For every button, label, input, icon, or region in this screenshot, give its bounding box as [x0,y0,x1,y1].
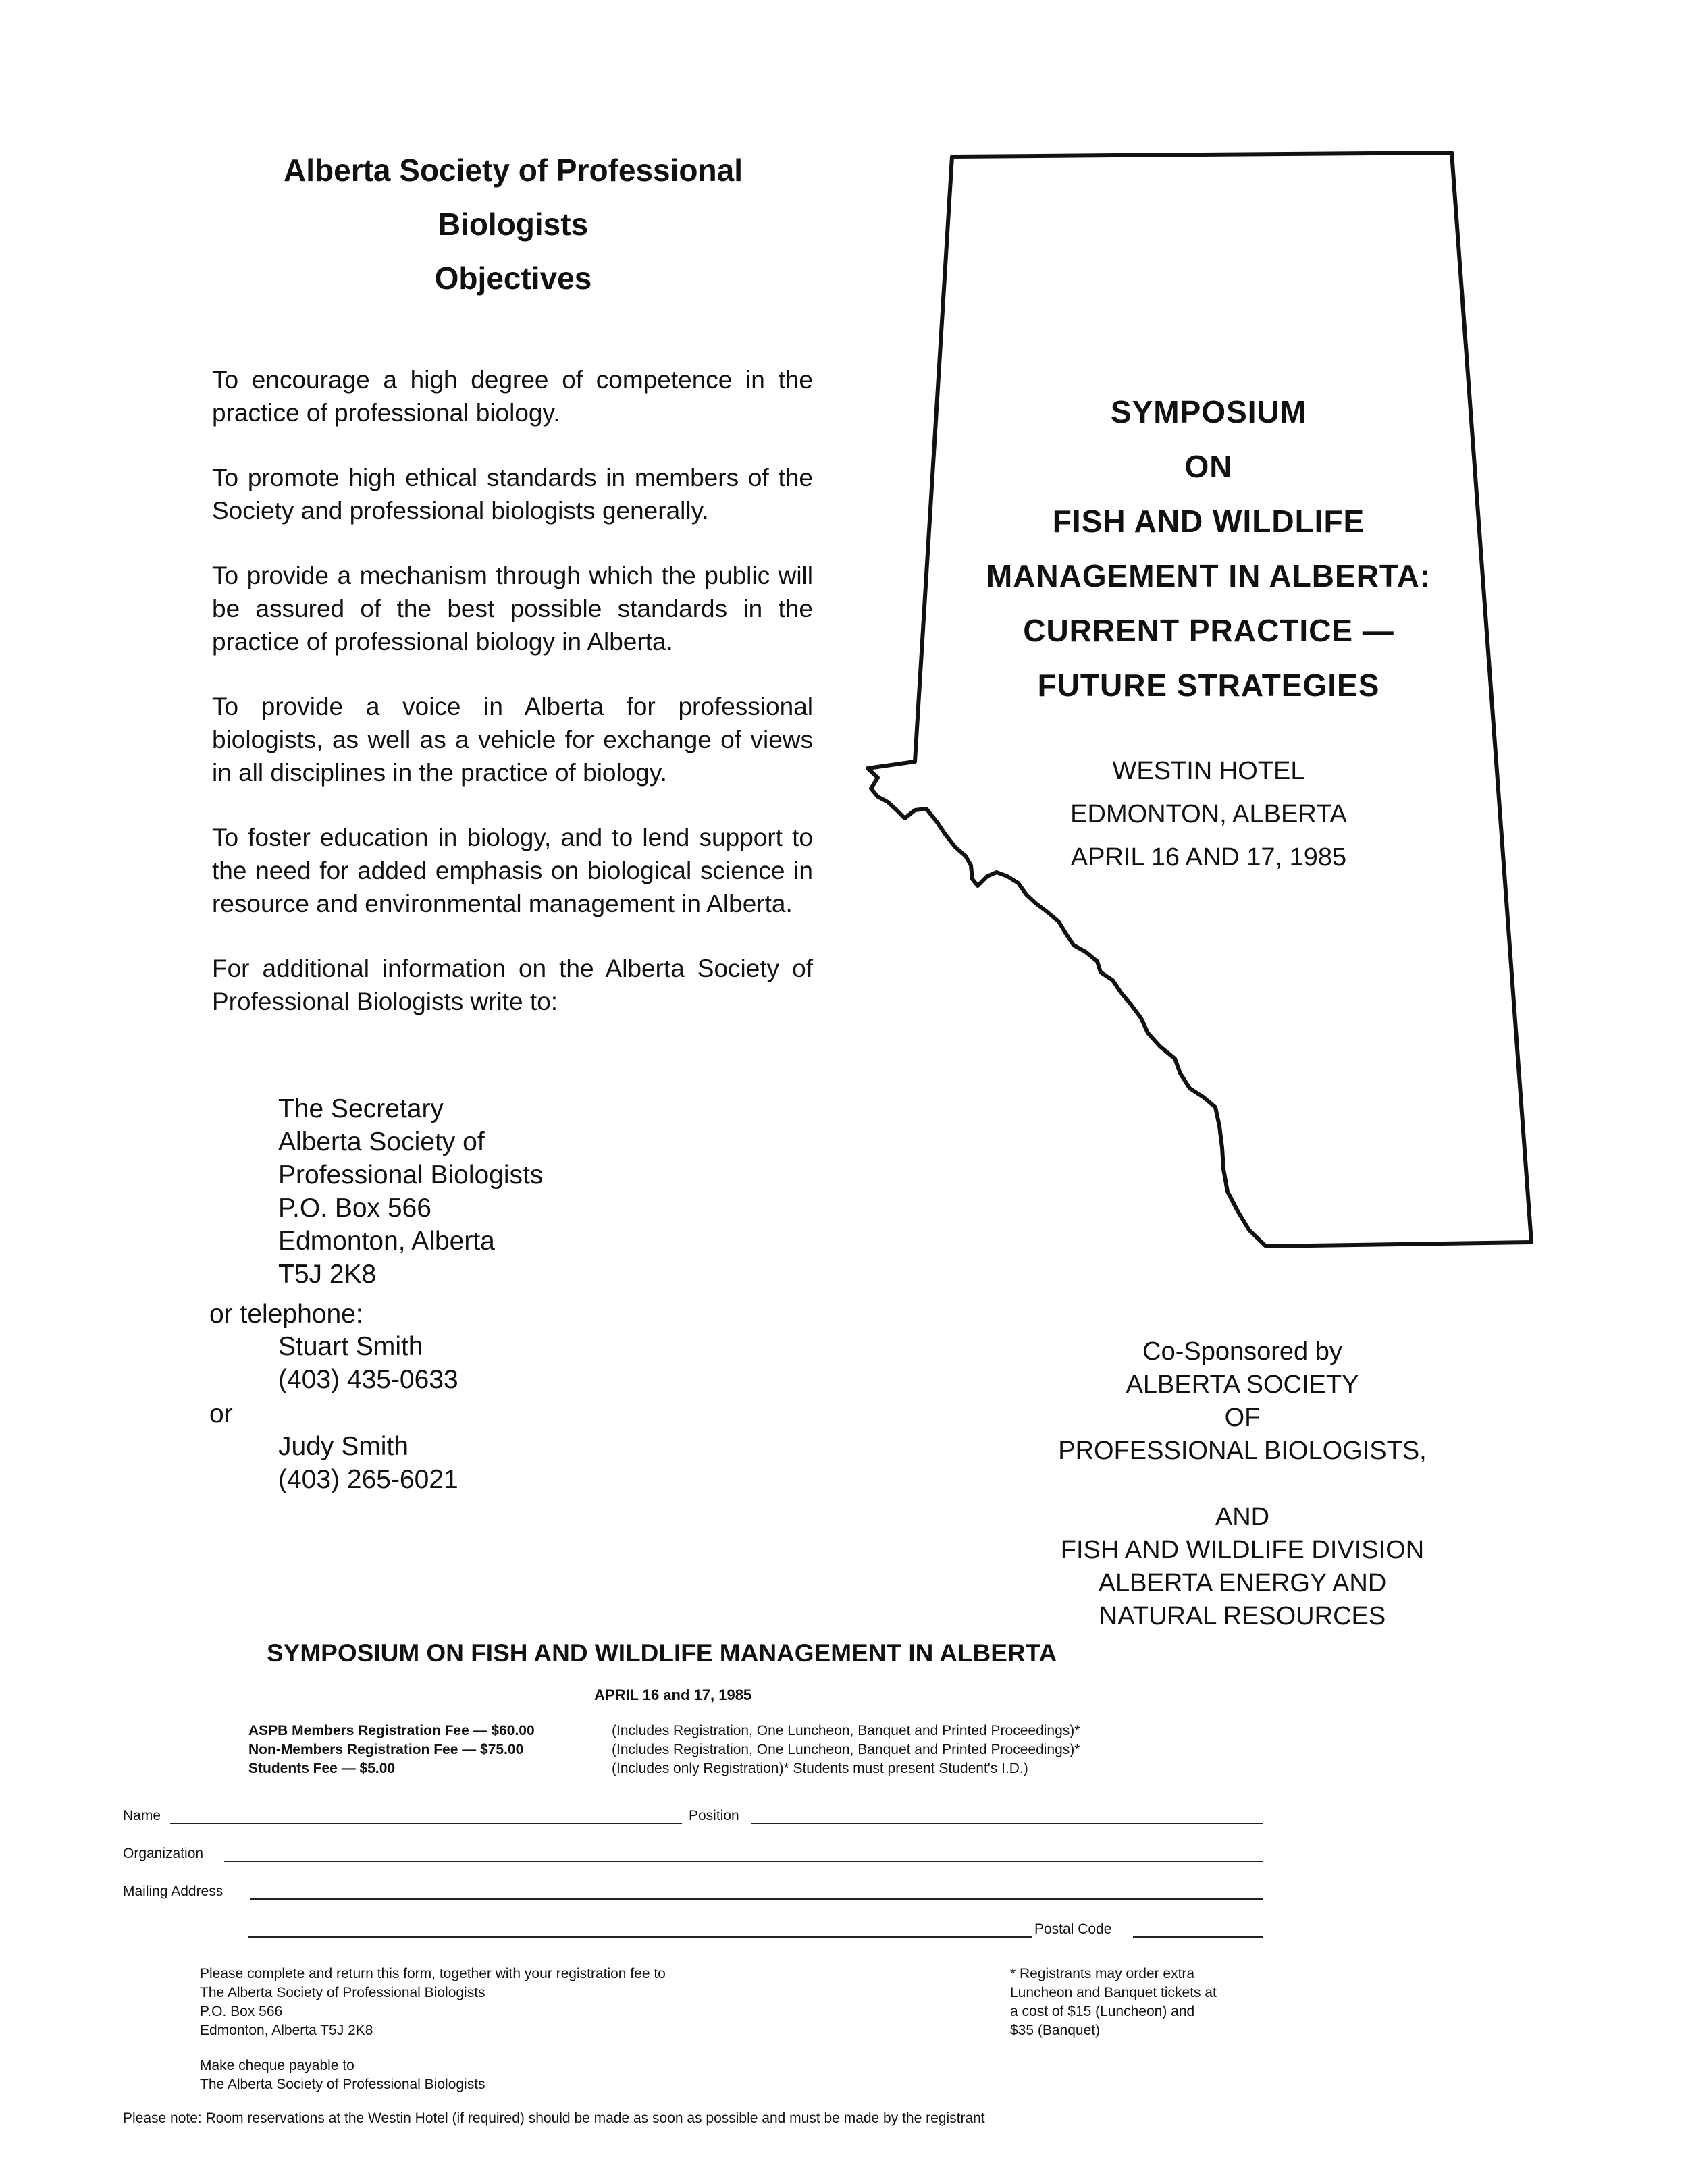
extra-line: $35 (Banquet) [1010,2023,1101,2038]
fee-notes [612,1722,1080,1778]
objective-2: To promote high ethical standards in members of the Society and professional biologists generally. [212,464,813,525]
sponsor-line: FISH AND WILDLIFE DIVISION [1060,1536,1425,1564]
objective-5: To foster education in biology, and to lend support to the need for added emphasis on biological science in resource and environmental management in Alberta. [212,824,813,917]
venue-hotel: WESTIN HOTEL [1112,757,1305,785]
objective-3: To provide a mechanism through which the public will be assured of the best possible standards in the practice of professional biology in Alberta. [212,562,813,656]
instruction-line: Please complete and return this form, together with your registration fee to [200,1966,666,1981]
title-line: FUTURE STRATEGIES [1037,668,1380,703]
heading-line-1: Alberta Society of Professional [284,153,743,188]
co-sponsors [999,1335,1485,1633]
mailing-address-field-2[interactable] [248,1936,1032,1938]
contact-1-phone: (403) 435-0633 [278,1365,458,1394]
address-line: Professional Biologists [278,1161,544,1190]
venue-dates: APRIL 16 AND 17, 1985 [1070,843,1347,872]
sponsor-line: Co-Sponsored by [1142,1337,1342,1366]
position-label: Position [689,1808,739,1823]
cheque-line: The Alberta Society of Professional Biologists [200,2077,485,2092]
fee-list [248,1722,535,1778]
title-line: FISH AND WILDLIFE [1052,504,1365,539]
sponsor-line: AND [1215,1503,1270,1531]
address-line: The Secretary [278,1094,444,1123]
postal-code-label: Postal Code [1034,1921,1112,1937]
or-label: or [209,1400,233,1429]
extra-tickets-note [1010,1965,1217,2040]
title-line: SYMPOSIUM [1110,394,1307,429]
sponsor-line: ALBERTA SOCIETY [1126,1370,1359,1399]
extra-line: a cost of $15 (Luncheon) and [1010,2004,1195,2019]
contact-2-phone: (403) 265-6021 [278,1465,458,1494]
sponsor-line: ALBERTA ENERGY AND [1098,1569,1387,1597]
form-date: APRIL 16 and 17, 1985 [594,1686,752,1703]
fee-member: ASPB Members Registration Fee — $60.00 [248,1723,535,1738]
additional-info: For additional information on the Alberta Society of Professional Biologists write to: [212,955,813,1015]
contact-2-name: Judy Smith [278,1432,408,1461]
objective-1: To encourage a high degree of competence in the practice of professional biology. [212,366,813,427]
name-label: Name [123,1808,161,1823]
mailing-address-label: Mailing Address [123,1884,223,1899]
organization-label: Organization [123,1846,204,1861]
sponsor-line: OF [1224,1404,1261,1432]
symposium-title [959,385,1458,713]
sponsor-line [999,1468,1485,1501]
venue-info [993,749,1425,879]
title-line: MANAGEMENT IN ALBERTA: [986,558,1431,593]
heading-line-2: Biologists [438,207,589,242]
telephone-label: or telephone: [209,1300,363,1329]
name-field[interactable] [170,1823,682,1824]
mailing-address-field[interactable] [250,1898,1263,1900]
sponsor-line: NATURAL RESOURCES [1099,1602,1386,1630]
cheque-payable [200,2056,485,2094]
organization-field[interactable] [224,1861,1263,1862]
venue-city: EDMONTON, ALBERTA [1070,800,1347,828]
return-instructions [200,1965,666,2040]
title-line: ON [1184,449,1233,484]
postal-code-field[interactable] [1133,1936,1263,1938]
room-reservation-note: Please note: Room reservations at the Westin Hotel (if required) should be made as soon as possible and must be made by the registrant [123,2110,985,2126]
heading-line-3: Objectives [434,261,592,296]
cheque-line: Make cheque payable to [200,2058,354,2073]
address-line: Alberta Society of [278,1127,485,1156]
instruction-line: The Alberta Society of Professional Biologists [200,1985,485,2000]
fee-note: (Includes Registration, One Luncheon, Banquet and Printed Proceedings)* [612,1742,1080,1757]
address-line: Edmonton, Alberta [278,1227,495,1256]
objective-4: To provide a voice in Alberta for professional biologists, as well as a vehicle for exchange of views in all disciplines in the practice of biology. [212,693,813,787]
sponsor-line: PROFESSIONAL BIOLOGISTS, [1058,1437,1427,1465]
address-line: P.O. Box 566 [278,1194,431,1223]
address-line: T5J 2K8 [278,1260,377,1289]
fee-note: (Includes Registration, One Luncheon, Banquet and Printed Proceedings)* [612,1723,1080,1738]
instruction-line: Edmonton, Alberta T5J 2K8 [200,2023,373,2038]
instruction-line: P.O. Box 566 [200,2004,283,2019]
extra-line: Luncheon and Banquet tickets at [1010,1985,1217,2000]
extra-line: * Registrants may order extra [1010,1966,1195,1981]
fee-student: Students Fee — $5.00 [248,1761,396,1776]
contact-1-name: Stuart Smith [278,1332,423,1361]
form-title: SYMPOSIUM ON FISH AND WILDLIFE MANAGEMENT IN ALBERTA [267,1639,1057,1667]
title-line: CURRENT PRACTICE — [1023,613,1394,648]
position-field[interactable] [751,1823,1263,1824]
fee-nonmember: Non-Members Registration Fee — $75.00 [248,1742,524,1757]
fee-note: (Includes only Registration)* Students must present Student's I.D.) [612,1761,1028,1776]
